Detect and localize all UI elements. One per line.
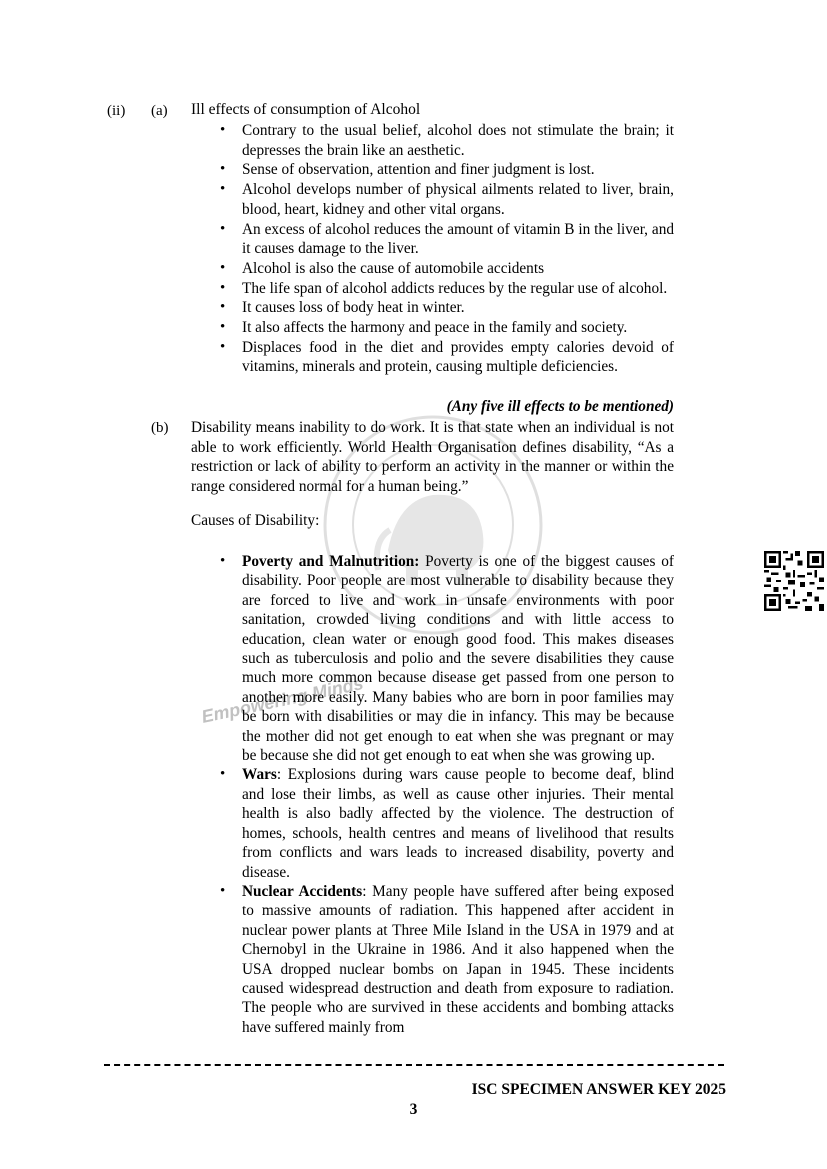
ill-effect-item	[220, 259, 674, 279]
cause-term: Poverty and Malnutrition:	[242, 553, 420, 570]
watermark-tagline: Empowering Minds	[199, 673, 366, 727]
ill-effect-item	[220, 160, 674, 180]
ill-effect-item	[220, 279, 674, 299]
ill-effect-item	[220, 220, 674, 259]
bullet-icon: •	[220, 181, 226, 198]
bullet-icon: •	[220, 553, 226, 569]
footer-title: ISC SPECIMEN ANSWER KEY 2025	[471, 1081, 726, 1098]
cause-term: Nuclear Accidents	[242, 882, 363, 900]
ill-effect-text: Alcohol is also the cause of automobile accidents	[242, 259, 545, 277]
page-number: 3	[409, 1101, 418, 1118]
causes-heading: Causes of Disability:	[191, 512, 320, 529]
ill-effect-text: Displaces food in the diet and provides empty calories devoid of vitamins, minerals and protein, causing multiple deficiencies.	[242, 338, 674, 376]
ill-effect-text: Alcohol develops number of physical ailments related to liver, brain, blood, heart, kidney and other vital organs.	[242, 181, 674, 218]
ill-effect-item	[220, 180, 674, 219]
section-a-title: Ill effects of consumption of Alcohol	[191, 101, 421, 118]
bullet-icon: •	[220, 259, 226, 276]
bullet-icon: •	[220, 882, 226, 899]
ill-effect-text: The life span of alcohol addicts reduces by the regular use of alcohol.	[242, 279, 668, 297]
cause-text: : Explosions during wars cause people to become deaf, blind and lose their limbs, as well as cause other injuries. Their mental health is also badly affected by the violence. The destruction of homes, schools, health centres and means of livelihood that results from conflicts and wars leads to increased disability, poverty and disease.	[242, 766, 674, 881]
cause-item	[220, 765, 674, 881]
disability-definition: Disability means inability to do work. It is that state when an individual is not able to work efficiently. World Health Organisation defines disability, “As a restriction or lack of ability to perform an activity in the manner or within the range considered normal for a human being.”	[191, 419, 674, 495]
cause-term: Wars	[242, 766, 277, 784]
cause-item	[220, 552, 674, 765]
bullet-icon: •	[220, 766, 226, 783]
ill-effect-item	[220, 338, 674, 377]
ill-effect-text: Sense of observation, attention and finer judgment is lost.	[242, 161, 595, 179]
sub-label-a: (a)	[151, 103, 168, 119]
ill-effect-item	[220, 121, 674, 160]
bullet-icon: •	[220, 319, 226, 336]
ill-effect-text: Contrary to the usual belief, alcohol does not stimulate the brain; it depresses the brain like an aesthetic.	[242, 122, 674, 159]
cause-text: Poverty is one of the biggest causes of disability. Poor people are most vulnerable to disability because they are forced to live and work in unsafe environments with poor sanitation, crowded living conditions and with little access to education, clean water or enough good food. This makes diseases such as tuberculosis and polio and the severe disabilities they cause much more common because disease get passed from one person to another more easily. Many babies who are born in poor families may be born with disabilities or may die in infancy. This may be because the mother did not get enough to eat when she was pregnant or may be because she did not get enough to eat when she was growing up.	[242, 553, 674, 765]
cause-item	[220, 882, 674, 1037]
causes-list	[220, 552, 674, 1037]
ill-effect-item	[220, 318, 674, 338]
ill-effect-text: It causes loss of body heat in winter.	[242, 299, 465, 317]
cause-text: : Many people have suffered after being exposed to massive amounts of radiation. This happened after accident in nuclear power plants at Three Mile Island in the USA in 1979 and at Chernobyl in the Ukraine in 1986. And it also happened when the USA dropped nuclear bombs on Japan in 1945. These incidents caused widespread destruction and death from exposure to radiation. The people who are survived in these accidents and bombing attacks have suffered mainly from	[242, 882, 674, 1036]
ill-effect-item	[220, 298, 674, 318]
ill-effects-list	[220, 121, 674, 377]
bullet-icon: •	[220, 299, 226, 316]
bullet-icon: •	[220, 161, 226, 178]
part-number: (ii)	[107, 103, 126, 119]
footer-divider	[104, 1064, 724, 1066]
marking-note: (Any five ill effects to be mentioned)	[446, 398, 674, 415]
qr-code-icon[interactable]	[764, 551, 824, 611]
ill-effect-text: An excess of alcohol reduces the amount of vitamin B in the liver, and it causes damage to the liver.	[242, 220, 674, 258]
bullet-icon: •	[220, 279, 226, 296]
bullet-icon: •	[220, 338, 226, 355]
bullet-icon: •	[220, 122, 226, 138]
bullet-icon: •	[220, 220, 226, 237]
ill-effect-text: It also affects the harmony and peace in the family and society.	[242, 319, 628, 337]
sub-label-b: (b)	[151, 420, 169, 436]
